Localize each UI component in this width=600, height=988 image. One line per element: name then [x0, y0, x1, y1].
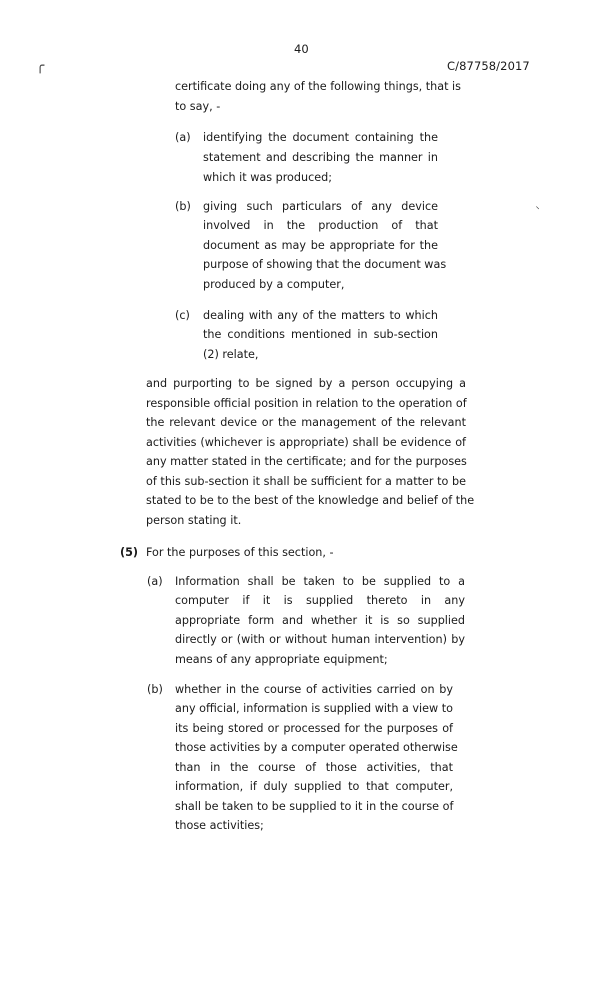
item-line: produced by a computer, [203, 278, 345, 291]
item-line: dealing with any of the matters to which [203, 309, 438, 322]
item-line: giving such particulars of any device [203, 200, 438, 213]
item-line: directly or (with or without human intervention) by [175, 633, 465, 646]
item-line: than in the course of those activities, that [175, 761, 453, 774]
continuation-line: person stating it. [146, 514, 242, 527]
item-line: purpose of showing that the document was [203, 258, 447, 271]
intro-line: to say, - [175, 100, 221, 113]
continuation-line: activities (whichever is appropriate) shall be evidence of [146, 436, 466, 449]
item-line: its being stored or processed for the purposes of [175, 722, 453, 735]
item-line: Information shall be taken to be supplied to a [175, 575, 465, 588]
scan-mark-left: ╭ [36, 58, 45, 74]
item-line: shall be taken to be supplied to it in the course of [175, 800, 454, 813]
item-label: (a) [147, 575, 163, 588]
item-label: (b) [175, 200, 191, 213]
item-line: those activities by a computer operated otherwise [175, 741, 458, 754]
item-line: appropriate form and whether it is so supplied [175, 614, 465, 627]
item-line: information, if duly supplied to that computer, [175, 780, 453, 793]
continuation-line: of this sub-section it shall be sufficient for a matter to be [146, 475, 466, 488]
item-label: (c) [175, 309, 190, 322]
item-line: computer if it is supplied thereto in any [175, 594, 465, 607]
continuation-line: any matter stated in the certificate; and for the purposes [146, 455, 467, 468]
item-line: document as may be appropriate for the [203, 239, 438, 252]
section-5-label: (5) [120, 546, 139, 559]
continuation-line: the relevant device or the management of the relevant [146, 416, 466, 429]
item-line: whether in the course of activities carried on by [175, 683, 453, 696]
continuation-line: responsible official position in relation to the operation of [146, 397, 467, 410]
item-label: (b) [147, 683, 163, 696]
item-line: any official, information is supplied with a view to [175, 702, 453, 715]
item-label: (a) [175, 131, 191, 144]
item-line: involved in the production of that [203, 219, 438, 232]
item-line: the conditions mentioned in sub-section [203, 328, 438, 341]
item-line: statement and describing the manner in [203, 151, 438, 164]
page-number: 40 [294, 42, 309, 56]
section-5-heading: For the purposes of this section, - [146, 546, 334, 559]
item-line: which it was produced; [203, 171, 332, 184]
item-line: identifying the document containing the [203, 131, 438, 144]
item-line: means of any appropriate equipment; [175, 653, 388, 666]
item-line: those activities; [175, 819, 264, 832]
continuation-line: and purporting to be signed by a person occupying a [146, 377, 466, 390]
case-number: C/87758/2017 [447, 59, 530, 73]
intro-line: certificate doing any of the following things, that is [175, 80, 461, 93]
scan-mark-right: – [532, 202, 543, 214]
item-line: (2) relate, [203, 348, 259, 361]
continuation-line: stated to be to the best of the knowledge and belief of the [146, 494, 475, 507]
